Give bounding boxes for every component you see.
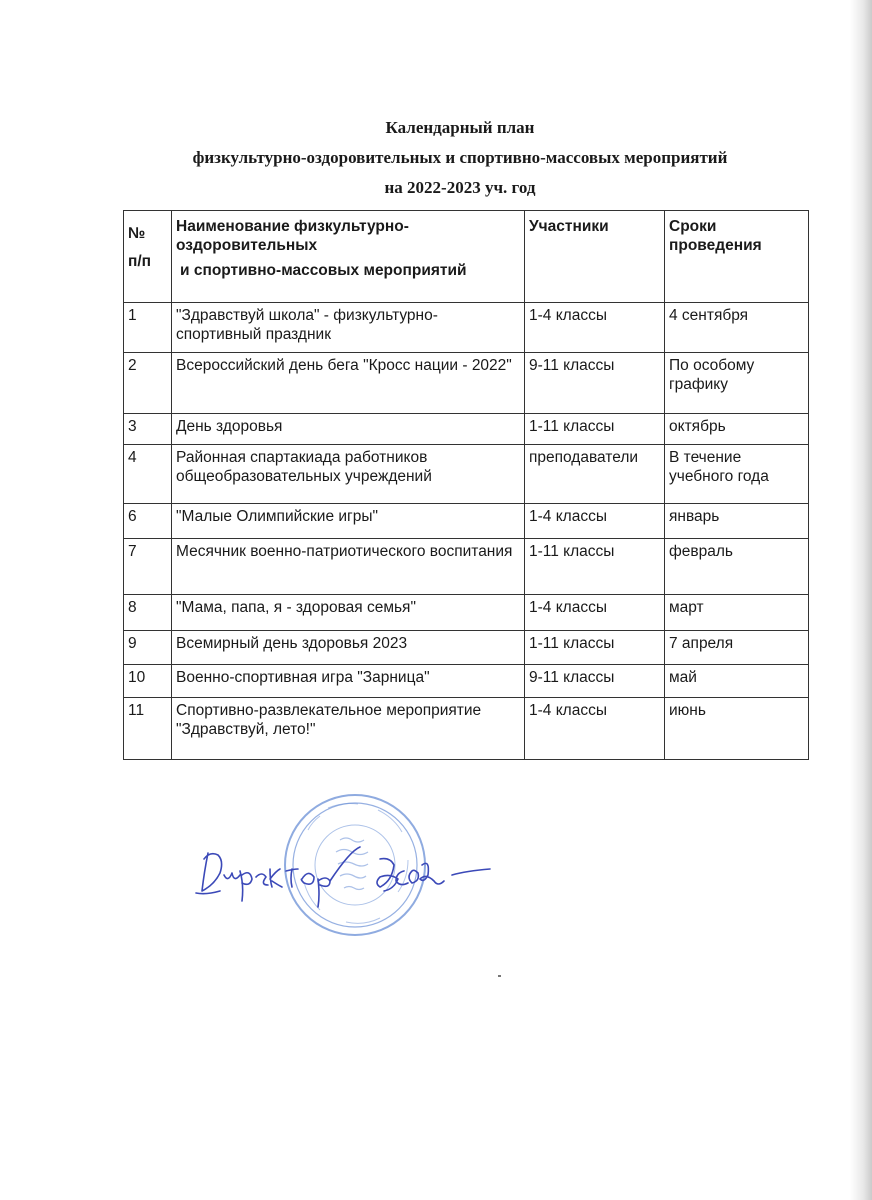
director-signature	[190, 835, 520, 915]
row-participants: 9-11 классы	[525, 353, 665, 414]
header-events-line-2: и спортивно-массовых мероприятий	[180, 262, 467, 279]
scan-speck	[498, 975, 501, 977]
row-event: "Малые Олимпийские игры"	[172, 504, 525, 539]
row-number: 11	[124, 698, 172, 760]
row-event: "Здравствуй школа" - физкультурно-спортивный праздник	[172, 303, 525, 353]
row-number: 7	[124, 539, 172, 595]
row-number: 2	[124, 353, 172, 414]
header-number-line-2: п/п	[128, 253, 152, 270]
row-number: 6	[124, 504, 172, 539]
row-number: 4	[124, 445, 172, 504]
row-participants: 9-11 классы	[525, 665, 665, 698]
header-events-line-1: Наименование физкультурно-оздоровительных	[176, 218, 409, 254]
row-number: 3	[124, 414, 172, 445]
row-participants: преподаватели	[525, 445, 665, 504]
row-number: 10	[124, 665, 172, 698]
document-title	[120, 113, 800, 203]
title-line-1: Календарный план	[385, 118, 535, 137]
row-date: март	[665, 595, 809, 631]
table-header-row	[124, 211, 809, 303]
row-event: Районная спартакиада работников общеобразовательных учреждений	[172, 445, 525, 504]
header-number	[124, 211, 172, 303]
table-row	[124, 414, 809, 445]
row-participants: 1-11 классы	[525, 631, 665, 665]
row-event: Всероссийский день бега "Кросс нации - 2022"	[172, 353, 525, 414]
row-date: В течение учебного года	[665, 445, 809, 504]
row-participants: 1-11 классы	[525, 414, 665, 445]
table-row	[124, 595, 809, 631]
row-event: Спортивно-развлекательное мероприятие "Здравствуй, лето!"	[172, 698, 525, 760]
row-participants: 1-11 классы	[525, 539, 665, 595]
table-row	[124, 665, 809, 698]
table-row	[124, 445, 809, 504]
table-row	[124, 303, 809, 353]
table-row	[124, 504, 809, 539]
header-events	[172, 211, 525, 303]
row-date: По особому графику	[665, 353, 809, 414]
row-event: Всемирный день здоровья 2023	[172, 631, 525, 665]
header-participants: Участники	[525, 211, 665, 303]
table-row	[124, 631, 809, 665]
row-number: 1	[124, 303, 172, 353]
row-date: июнь	[665, 698, 809, 760]
row-event: День здоровья	[172, 414, 525, 445]
scan-edge-shadow	[850, 0, 872, 1200]
row-participants: 1-4 классы	[525, 595, 665, 631]
table-row	[124, 353, 809, 414]
header-dates: Сроки проведения	[665, 211, 809, 303]
row-date: октябрь	[665, 414, 809, 445]
row-event: "Мама, папа, я - здоровая семья"	[172, 595, 525, 631]
row-participants: 1-4 классы	[525, 303, 665, 353]
row-number: 9	[124, 631, 172, 665]
row-participants: 1-4 классы	[525, 698, 665, 760]
row-date: май	[665, 665, 809, 698]
row-date: февраль	[665, 539, 809, 595]
table-row	[124, 698, 809, 760]
row-event: Месячник военно-патриотического воспитания	[172, 539, 525, 595]
row-participants: 1-4 классы	[525, 504, 665, 539]
table-row	[124, 539, 809, 595]
title-line-2: физкультурно-оздоровительных и спортивно-массовых мероприятий	[192, 148, 728, 167]
events-table	[123, 210, 809, 760]
row-date: январь	[665, 504, 809, 539]
title-line-3: на 2022-2023 уч. год	[384, 178, 536, 197]
row-date: 4 сентября	[665, 303, 809, 353]
row-event: Военно-спортивная игра "Зарница"	[172, 665, 525, 698]
row-number: 8	[124, 595, 172, 631]
row-date: 7 апреля	[665, 631, 809, 665]
header-number-line-1: №	[128, 225, 146, 242]
